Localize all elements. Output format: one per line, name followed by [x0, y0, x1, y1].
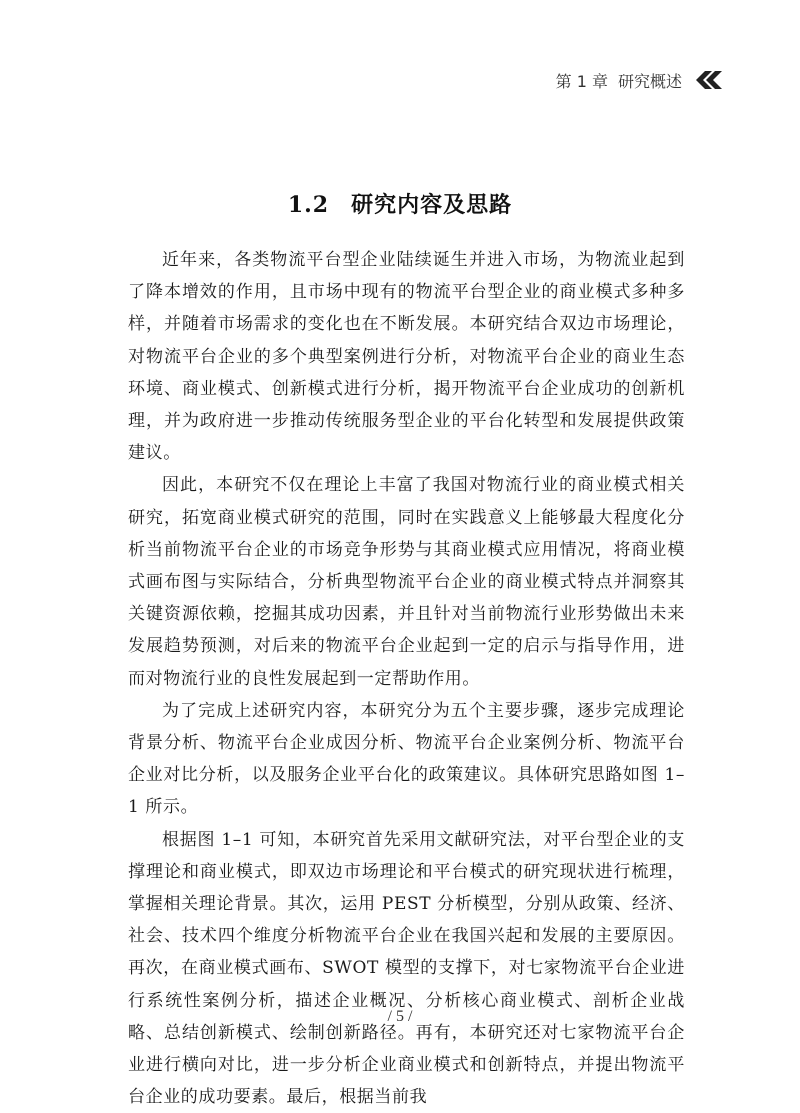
running-header	[556, 66, 724, 94]
paragraph: 为了完成上述研究内容，本研究分为五个主要步骤，逐步完成理论背景分析、物流平台企业成因分析、物流平台企业案例分析、物流平台企业对比分析，以及服务企业平台化的政策建议。具体研究思路如图 1–1 所示。	[128, 700, 685, 818]
page-number: / 5 /	[387, 1008, 413, 1025]
chapter-label: 第 1 章	[555, 71, 608, 91]
section-title: 研究内容及思路	[351, 192, 513, 219]
paragraph: 因此，本研究不仅在理论上丰富了我国对物流行业的商业模式相关研究，拓宽商业模式研究的范围，同时在实践意义上能够最大程度化分析当前物流平台企业的市场竞争形势与其商业模式应用情况，将商业模式画布图与实际结合，分析典型物流平台企业的商业模式特点并洞察其关键资源依赖，挖掘其成功因素，并且针对当前物流行业形势做出未来发展趋势预测，对后来的物流平台企业起到一定的启示与指导作用，进而对物流行业的良性发展起到一定帮助作用。	[128, 475, 685, 689]
paragraph: 近年来，各类物流平台型企业陆续诞生并进入市场，为物流业起到了降本增效的作用，且市场中现有的物流平台型企业的商业模式多种多样，并随着市场需求的变化也在不断发展。本研究结合双边市场理论，对物流平台企业的多个典型案例进行分析，对物流平台企业的商业生态环境、商业模式、创新模式进行分析，揭开物流平台企业成功的创新机理，并为政府进一步推动传统服务型企业的平台化转型和发展提供政策建议。	[128, 250, 685, 464]
body-text	[128, 244, 685, 1113]
paragraph: 根据图 1–1 可知，本研究首先采用文献研究法，对平台型企业的支撑理论和商业模式，即双边市场理论和平台模式的研究现状进行梳理，掌握相关理论背景。其次，运用 PEST 分析模型，分别从政策、经济、社会、技术四个维度分析物流平台企业在我国兴起和发展的主要原因。再次，在商业模式画布、SWOT 模型的支撑下，对七家物流平台企业进行系统性案例分析，描述企业概况、分析核心商业模式、剖析企业战略、总结创新模式、绘制创新路径。再有，本研究还对七家物流平台企业进行横向对比，进一步分析企业商业模式和创新特点，并提出物流平台企业的成功要素。最后，根据当前我	[128, 829, 685, 1108]
section-number: 1.2	[287, 192, 330, 219]
chapter-title: 研究概述	[617, 71, 682, 91]
double-chevron-left-icon	[694, 70, 724, 90]
section-heading	[0, 188, 800, 219]
